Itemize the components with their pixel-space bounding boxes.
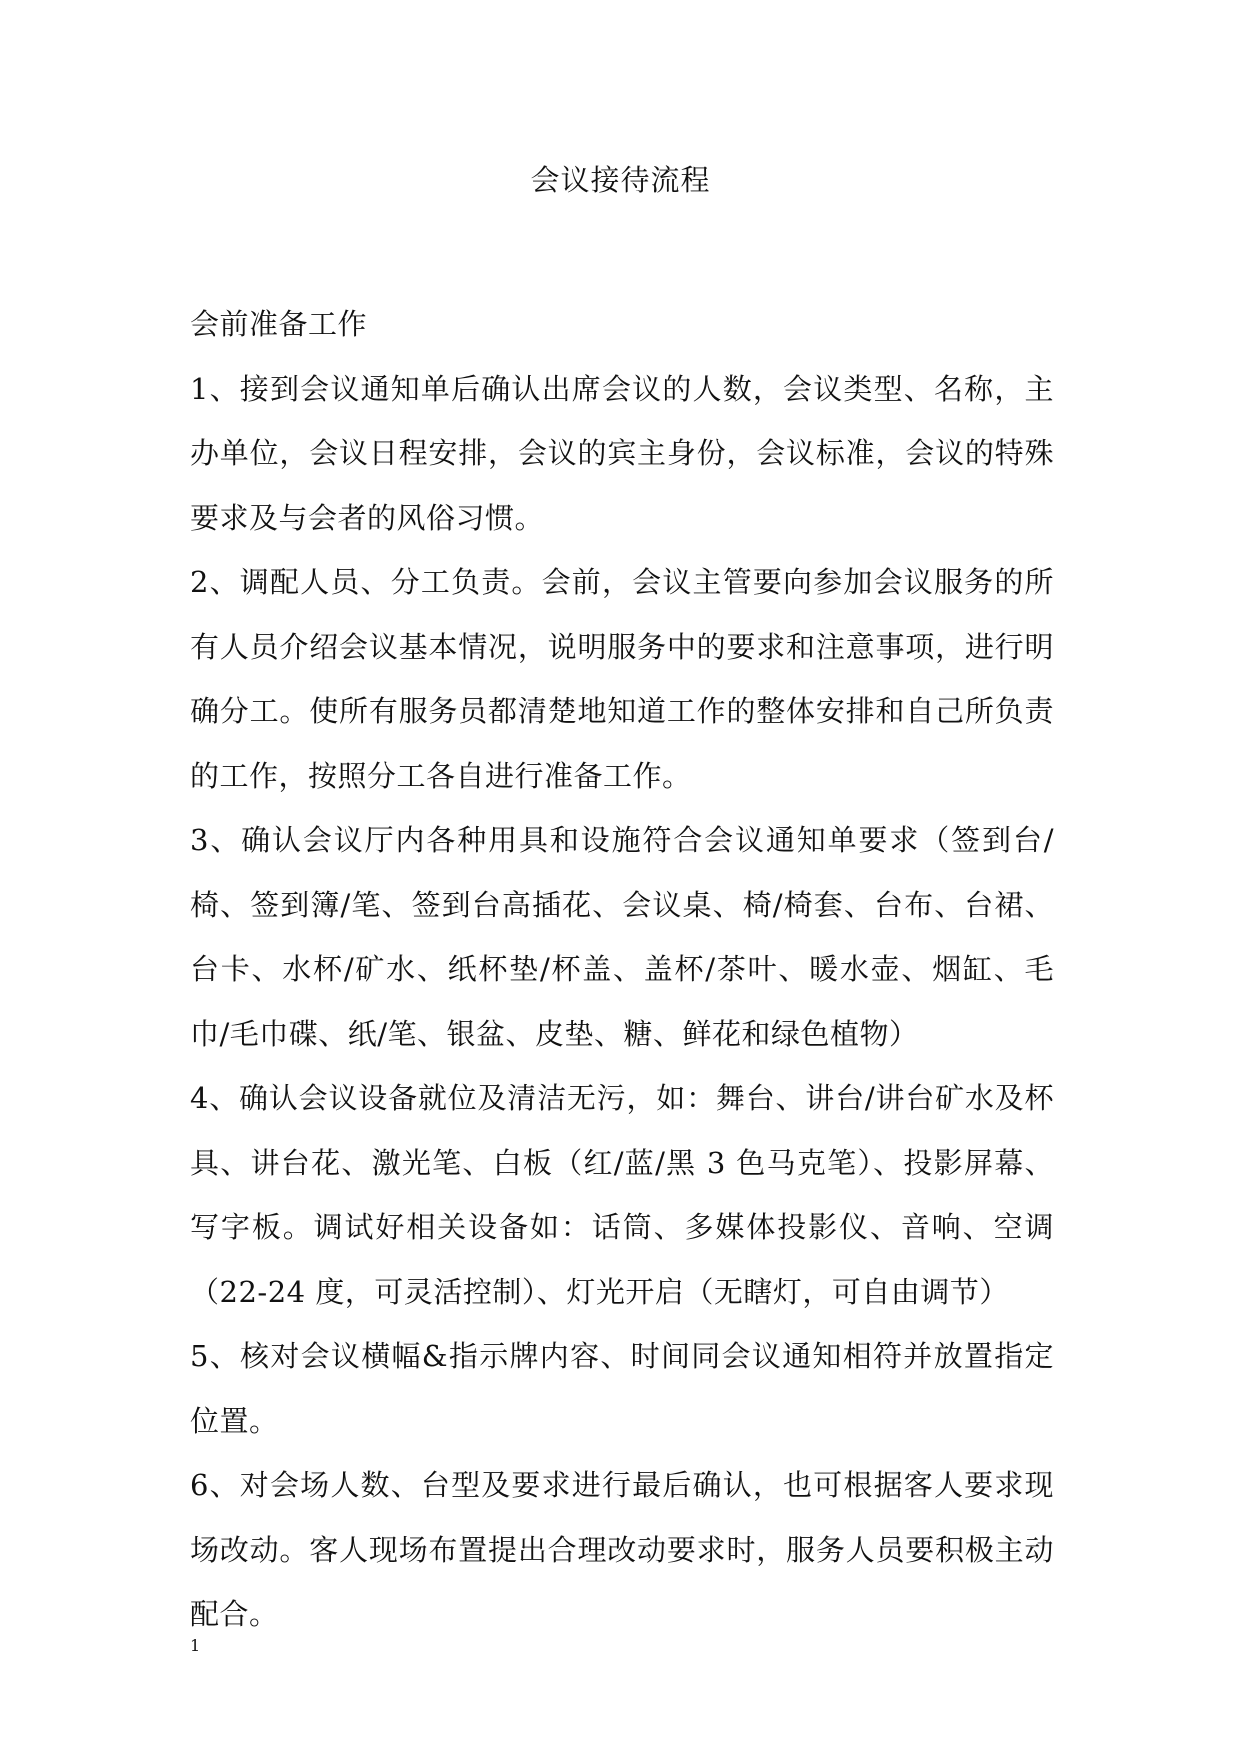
document-title: 会议接待流程 (530, 163, 711, 197)
paragraph-6: 6、对会场人数、台型及要求进行最后确认，也可根据客人要求现场改动。客人现场布置提出合理改动要求时，服务人员要积极主动配合。 (190, 1468, 1054, 1631)
paragraph-1: 1、接到会议通知单后确认出席会议的人数，会议类型、名称，主办单位，会议日程安排，会议的宾主身份，会议标准，会议的特殊要求及与会者的风俗习惯。 (190, 371, 1054, 535)
section-heading: 会前准备工作 (190, 307, 368, 341)
paragraph-5: 5、核对会议横幅&指示牌内容、时间同会议通知相符并放置指定位置。 (190, 1339, 1054, 1438)
paragraph-2: 2、调配人员、分工负责。会前，会议主管要向参加会议服务的所有人员介绍会议基本情况，说明服务中的要求和注意事项，进行明确分工。使所有服务员都清楚地知道工作的整体安排和自己所负责的工作，按照分工各自进行准备工作。 (190, 565, 1054, 793)
paragraph-3: 3、确认会议厅内各种用具和设施符合会议通知单要求（签到台/椅、签到簿/笔、签到台高插花、会议桌、椅/椅套、台布、台裙、台卡、水杯/矿水、纸杯垫/杯盖、盖杯/茶叶、暖水壶、烟缸、毛巾/毛巾碟、纸/笔、银盆、皮垫、糖、鲜花和绿色植物） (190, 823, 1054, 1051)
page-number: 1 (190, 1636, 201, 1655)
paragraph-4: 4、确认会议设备就位及清洁无污，如：舞台、讲台/讲台矿水及杯具、讲台花、激光笔、白板（红/蓝/黑 3 色马克笔）、投影屏幕、写字板。调试好相关设备如：话筒、多媒体投影仪、音响、空调（22-24 度，可灵活控制）、灯光开启（无瞎灯，可自由调节） (190, 1081, 1054, 1309)
document-body (190, 292, 1054, 1647)
